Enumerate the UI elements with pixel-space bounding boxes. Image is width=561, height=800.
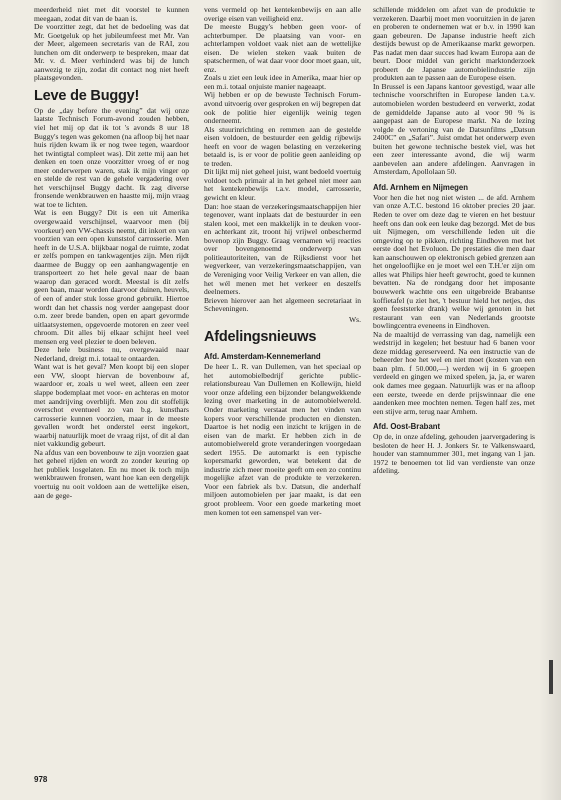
edge-mark — [549, 660, 553, 694]
paragraph: De voorzitter zegt, dat het de bedoeling was dat Mr. Goetgeluk op het jubileumfeest met Mr. Van der Meer, algemeen secretaris van de RAI, zou lunchen om dit onderwerp te bespreken, maar dat Mr. v. d. Meer verhinderd was bij de lunch aanwezig te zijn, zodat dit contact nog niet heeft plaatsgevonden. — [34, 22, 189, 83]
column-left — [34, 6, 189, 500]
subheading-oost-brabant: Afd. Oost-Brabant — [373, 422, 441, 432]
paragraph: Wij hebben er op de bewuste Technisch Forum-avond uitvoerig over gesproken en wij begrepen dat ook de politie hier eigenlijk weinig tegen onderneemt. — [204, 90, 361, 126]
paragraph: vens vermeld op het kentekenbewijs en aan alle overige eisen van veiligheid enz. — [204, 5, 361, 23]
subheading-amsterdam: Afd. Amsterdam-Kennemerland — [204, 352, 321, 362]
paragraph: Wat is een Buggy? Dit is een uit Amerika overgewaaid verschijnsel, waarvoor men (bij voorkeur) een VW-chassis neemt, dit inkort en van voorzien van een open kunststof carrosserie. Men heeft in de U.S.A. blijkbaar nogal de ruimte, zodat er zelfs pompen en tankwagentjes zijn. Men rijdt daarmee de Buggy op een aanhangwagentje en transporteert zo het hele geval naar de baan waarop dan geraced wordt. Meestal is dit zelfs geen baan, maar worden daarvoor duinen, heuvels, of een of ander stuk losse grond gebruikt. Hiertoe wordt dan het chassis nog verder aangepast door o.m. zeer brede banden, open en apart gevormde uitlaatsystemen, opgevoerde motoren en zeer veel chroom. Dit alles bij elkaar schijnt heel veel mensen erg veel plezier te doen beleven. — [34, 208, 189, 346]
paragraph: Dit lijkt mij niet geheel juist, want bedoeld voertuig voldoet toch primair al in het geheel niet meer aan het kentekenbewijs t.a.v. model, carrosserie, gewicht en kleur. — [204, 167, 361, 203]
paragraph: Dan: hoe staan de verzekeringsmaatschappijen hier tegenover, want inplaats dat de bestuurder in een stalen kooi, met een makkelijk in te deuken voor- en achterkant zit, troont hij vrijwel onbeschermd bovenop zijn Buggy. Graag vernamen wij reacties over bovengenoemd onderwerp van politieautoriteiten, van de Rijksdienst voor het wegverkeer, van verzekeringsmaatschappijen, van de Vereniging voor Veilig Verkeer en van allen, die het wél menen met het verkeer en deszelfs deelnemers. — [204, 201, 361, 297]
paragraph: schillende middelen om afzet van de produktie te verzekeren. Daarbij moet men vooruitzien in de jaren en proberen te ondernemen wat er b.v. in 1990 kan gaan gebeuren. De Japanse industrie heeft zich destijds bewust op de Amerikaanse markt geworpen. Pas nadat men daar succes had kwam Europa aan de beurt. Door middel van gericht marktonderzoek probeert de Japanse automobielindustrie zijn produkten aan te passen aan de Europese eisen. — [373, 5, 535, 83]
paragraph: Op de „day before the evening” dat wij onze laatste Technisch Forum-avond zouden hebben, viel het mij op dat ik tot 's avonds 8 uur 18 Buggy's tegen was gekomen (na afloop bij het naar huis rijden kwam ik er nog twee tegen, waardoor het twintigtal compleet was). Dit zette mij aan het denken en toen onze voorzitter vroeg of er nog meer onderwerpen waren, stak ik mijn vinger op en stelde de rest van de gehele vergadering over het verschijnsel Buggy dacht. Ik zag diverse fronsende wenkbrauwen en haastte mij, mijn vraag wat toe te lichten. — [34, 105, 189, 209]
paragraph: Want wat is het geval? Men koopt bij een sloper een VW, sloopt hiervan de bovenbouw af, waardoor er, zoals u wel weet, alleen een zeer slappe bodemplaat met voor- en achteras en motor met aandrijving overblijft. Men zou dit stoffelijk overschot eventueel zo van b.g. kunsthars carrosserie kunnen voorzien, maar in de meeste gevallen wordt het onderstel eerst ingekort, waarbij natuurlijk moet de vraag rijst, of dit al dan niet vakkundig gebeurt. — [34, 362, 189, 449]
subheading-arnhem: Afd. Arnhem en Nijmegen — [373, 182, 469, 192]
paragraph: Brieven hierover aan het algemeen secretariaat in Scheveningen. — [204, 295, 361, 314]
author-signature: Ws. — [349, 314, 361, 324]
paragraph: Als stuurinrichting en remmen aan de gestelde eisen voldoen, de bestuurder een geldig rijbewijs heeft en voor de wagen belasting en verzekering betaald is, is er voor de politie geen aanleiding op te treden. — [204, 124, 361, 168]
paragraph: Voor hen die het nog niet wisten ... de afd. Arnhem van onze A.T.C. bestond 16 oktober precies 20 jaar. Reden te over om deze dag te vieren en het bestuur heeft ons dan ook een leuke dag bezorgd. Met de bus uit Nijmegen, om verschillende leden uit die omgeving op te pikken, richting Eindhoven met het eerste doel het Evoluon. De prestaties die men daar kan aanschouwen op elektronisch gebied grenzen aan het ongelooflijke en je moet wel een T.H.'er zijn om alles wat Philips hier heeft gewrocht, goed te kunnen bevatten. Na de rondgang door het imposante bouwwerk wachtte ons een uitgebreide Brabantse koffietafel (u ziet het, 't bestuur hield het netjes, dus geen feeststerke drank) welke wij genoten in het restaurant van een van Nederlands grootste bowlingcentra eveneens in Eindhoven. — [373, 192, 535, 331]
section-headline-afdelingsnieuws: Afdelingsnieuws — [204, 329, 317, 346]
paragraph: In Brussel is een Japans kantoor gevestigd, waar alle technische voorschriften in Europese landen t.a.v. automobielen worden bestudeerd en verwerkt, zodat de gemiddelde Japanse auto al voor 90 % is aangepast aan de Europese markt. Na de lezing volgde de vertoning van de Datsunfilms „Datsun 2400C” en „Safari”. Juist omdat het onderwerp even buiten het gewone technische bestek viel, was het een zeer interessante avond, die wij warm aanbevelen aan andere afdelingen. Aanvragen in Amsterdam, Apollolaan 50. — [373, 81, 535, 177]
page-number: 978 — [34, 775, 48, 784]
paragraph: De meeste Buggy's hebben geen voor- of achterbumper. De plaatsing van voor- en achterlampen voldoet vaak niet aan de wettelijke eisen. De wielen steken vaak buiten de spatschermen, of wat daar voor door moet gaan, uit, enz. — [204, 22, 361, 74]
paragraph: meerderheid niet met dit voorstel te kunnen meegaan, zodat dit van de baan is. — [34, 5, 189, 23]
paragraph: Zoals u ziet een leuk idee in Amerika, maar hier op een m.i. totaal onjuiste manier nageaapt. — [204, 73, 361, 91]
paragraph: Deze hele business nu, overgewaaid naar Nederland, dreigt m.i. totaal te ontaarden. — [34, 345, 189, 363]
paragraph: Na de maaltijd de verrassing van dag, namelijk een wedstrijd in kegelen; het bestuur had 6 banen voor deze middag gereserveerd. Na een instructie van de beheerder hoe het wel en niet moet (kosten van een baan plm. f 50.000,—) werden wij in 6 groepen verdeeld en gingen we mixed spelen, ja, ja, er waren ook dames mee gegaan. Natuurlijk was er na afloop een eerste, tweede en derde prijswinnaar die ene aandenken mee mochten nemen. Tegen half zes, met een stijve arm, terug naar Arnhem. — [373, 329, 535, 416]
column-middle — [204, 6, 361, 517]
article-headline-buggy: Leve de Buggy! — [34, 87, 140, 104]
paragraph: Op de, in onze afdeling, gehouden jaarvergadering is besloten de heer H. J. Jonkers Sr. te Valkenswaard, houder van stamnummer 301, met ingang van 1 jan. 1972 te benoemen tot lid van verdienste van onze afdeling. — [373, 432, 535, 476]
paragraph: De heer L. R. van Dullemen, van het speciaal op het automobielbedrijf gerichte public-relationsbureau Van Dullemen en Kollewijn, hield voor onze afdeling een bijzonder belangwekkende lezing over marketing in de automobielwereld. Onder marketing verstaat men het vinden van kopers voor verschillende producten en diensten. Daartoe is het nodig een inzicht te krijgen in de eisen van de markt. Er hebben zich in de automobielwereld grote veranderingen voorgedaan sedert 1955. De automarkt is een typische kopersmarkt geworden, wat betekent dat de industrie zich meer moeite geeft om een zo continu mogelijke afzet van de produkte te verzekeren. Voor een fabriek als b.v. Datsun, die anderhalf miljoen automobielen per jaar maakt, is dat een groot probleem. Voor een goede marketing moet men komen tot een samenspel van ver- — [204, 362, 361, 517]
column-right — [373, 6, 535, 476]
paragraph: Na afdus van een bovenbouw te zijn voorzien gaat het geheel rijden en wordt zo zonder keuring op het publiek losgelaten. En nu moet ik toch mijn wenkbrauwen fronsen, want hoe kan een dergelijk voertuig nu ooit voldoen aan de wettelijke eisen, aan de gege- — [34, 447, 189, 500]
